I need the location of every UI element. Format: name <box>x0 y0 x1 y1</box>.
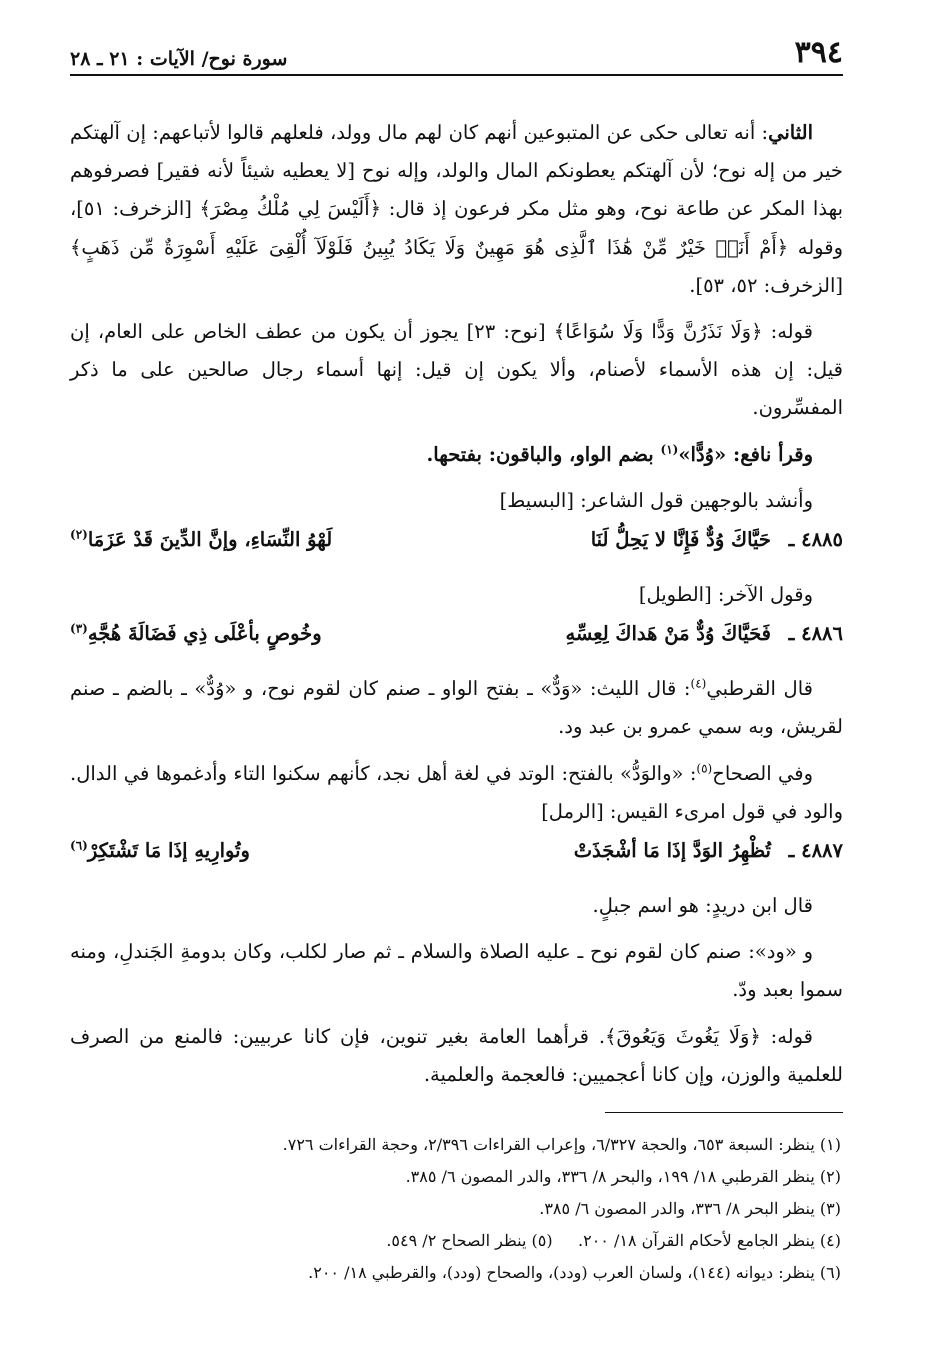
paragraph-text: : «والوَدُّ» بالفتح: الوتد في لغة أهل نجد، كأنهم سكنوا التاء وأدغموها في الدال. والود في قول امرىء القيس: [الرمل] <box>70 761 843 823</box>
paragraph-2 <box>70 313 843 428</box>
paragraph-7 <box>70 755 843 831</box>
verse-hemistich-1: حَيَّاكَ وُدٌّ فَإِنَّا لا يَحِلُّ لَنَا <box>590 528 771 552</box>
paragraph-8 <box>70 887 843 925</box>
running-title: سورة نوح/ الآيات : ٢١ ـ ٢٨ <box>70 48 288 70</box>
footnote-6: (٦) ينظر: ديوانه (١٤٤)، ولسان العرب (ودد)، والصحاح (ودد)، والقرطبي ١٨/ ٢٠٠. <box>308 1263 841 1283</box>
footnote-4-5: (٤) ينظر الجامع لأحكام القرآن ١٨/ ٢٠٠. (٥) ينظر الصحاح ٢/ ٥٤٩. <box>386 1231 841 1251</box>
verse-hemistich-2 <box>70 528 332 551</box>
paragraph-text: قوله: ﴿وَلَا يَغُوثَ وَيَعُوقَ﴾. قرأهما العامة بغير تنوين، فإن كانا عربيين: فالمنع من الصرف للعلمية والوزن، وإن كانا أعجميين: فالعجمة والعلمية. <box>70 1024 843 1086</box>
verse-4887 <box>70 839 843 883</box>
paragraph-10 <box>70 1018 843 1094</box>
page-header <box>70 34 843 76</box>
paragraph-text: : قال الليث: «وَدٌّ» ـ بفتح الواو ـ صنم كان لقوم نوح، و «وُدٌّ» ـ بالضم ـ صنم لقريش، وبه سمي عمرو بن عبد ود. <box>70 677 843 739</box>
verse-hemistich-1: تُظْهِرُ الوَدَّ إذَا مَا أشْجَذَتْ <box>573 839 771 863</box>
paragraph-5 <box>70 576 843 614</box>
paragraph-1 <box>70 114 843 305</box>
paragraph-text: بضم الواو، والباقون: بفتحها. <box>426 442 661 466</box>
footnote-ref: (٤) <box>690 676 707 691</box>
verse-number: ٤٨٨٦ ـ <box>788 622 843 646</box>
footnote-ref: (٢) <box>70 527 88 542</box>
paragraph-text: وأنشد بالوجهين قول الشاعر: [البسيط] <box>499 488 813 512</box>
paragraph-text: قال القرطبي <box>706 677 813 701</box>
footnote-3: (٣) ينظر البحر ٨/ ٣٣٦، والدر المصون ٦/ ٣٨٥. <box>539 1199 841 1219</box>
footnote-ref: (٦) <box>70 838 88 853</box>
paragraph-6 <box>70 670 843 746</box>
page-number: ٣٩٤ <box>794 35 843 70</box>
paragraph-text: قال ابن دريدٍ: هو اسم جبلٍ. <box>592 894 813 918</box>
hemistich-text: وخُوصٍ بأعْلَى ذِي فَضَالَةَ هُجَّهِ <box>87 622 322 646</box>
hemistich-text: لَهْوُ النِّسَاءِ، وإنَّ الدِّينَ قَدْ عَزَمَا <box>87 528 333 552</box>
paragraph-text: : أنه تعالى حكى عن المتبوعين أنهم كان لهم مال وولد، فلعلهم قالوا لأتباعهم: إن آلهتكم خير من إله نوح؛ لأن آلهتكم يعطونكم المال والولد، وإله نوح [لا يعطيه شيئاً لأنه فقير] فصرفوهم بهذا المكر عن طاعة نوح، وهو مثل مكر فرعون إذ قال: ﴿أَلَيْسَ لِي مُلْكُ مِصْرَ﴾ [الزخرف: ٥١]، وقوله ﴿أَمْ أَنَا۠ خَيْرٌ مِّنْ هَٰذَا ٱلَّذِى هُوَ مَهِينٌ وَلَا يَكَادُ يُبِينُ فَلَوْلَآ أُلْقِىَ عَلَيْهِ أَسْوِرَةٌ مِّن ذَهَبٍ﴾ [الزخرف: ٥٢، ٥٣]. <box>70 121 843 297</box>
footnotes <box>70 1129 843 1289</box>
verse-number: ٤٨٨٥ ـ <box>788 528 843 552</box>
verse-4885 <box>70 528 843 572</box>
verse-hemistich-2 <box>70 839 250 862</box>
paragraph-lead: وقرأ نافع: «وُدًّا» <box>678 442 813 466</box>
footnote-divider <box>605 1112 843 1113</box>
paragraph-lead: الثاني <box>768 121 813 144</box>
paragraph-4 <box>70 482 843 520</box>
footnote-ref: (٣) <box>70 621 88 636</box>
hemistich-text: وتُوارِيهِ إذَا مَا تَشْتَكِرْ <box>87 839 250 863</box>
footnote-ref: (٥) <box>696 761 713 776</box>
paragraph-3 <box>70 436 843 474</box>
paragraph-text: قوله: ﴿وَلَا نَذَرُنَّ وَدًّا وَلَا سُوَاعًا﴾ [نوح: ٢٣] يجوز أن يكون من عطف الخاص على العام، إن قيل: إن هذه الأسماء لأصنام، وألا يكون إن قيل: إنها أسماء رجال صالحين على ما ذكر المفسِّرون. <box>70 320 843 420</box>
verse-hemistich-2 <box>70 622 322 645</box>
paragraph-text: و «ود»: صنم كان لقوم نوح ـ عليه الصلاة والسلام ـ ثم صار لكلب، وكان بدومةِ الجَندلِ، ومنه سموا بعبد ودّ. <box>70 940 843 1002</box>
paragraph-text: وقول الآخر: [الطويل] <box>638 583 813 607</box>
footnote-2: (٢) ينظر القرطبي ١٨/ ١٩٩، والبحر ٨/ ٣٣٦، والدر المصون ٦/ ٣٨٥. <box>405 1167 841 1187</box>
footnote-ref: (١) <box>660 442 679 457</box>
verse-4886 <box>70 622 843 666</box>
paragraph-9 <box>70 933 843 1009</box>
paragraph-text: وفي الصحاح <box>712 761 813 785</box>
footnote-1: (١) ينظر: السبعة ٦٥٣، والحجة ٦/٣٢٧، وإعراب القراءات ٢/٣٩٦، وحجة القراءات ٧٢٦. <box>282 1135 841 1155</box>
verse-number: ٤٨٨٧ ـ <box>788 839 843 863</box>
verse-hemistich-1: فَحَيَّاكَ وُدٌّ مَنْ هَداكَ لِعِسِّهِ <box>565 622 771 646</box>
